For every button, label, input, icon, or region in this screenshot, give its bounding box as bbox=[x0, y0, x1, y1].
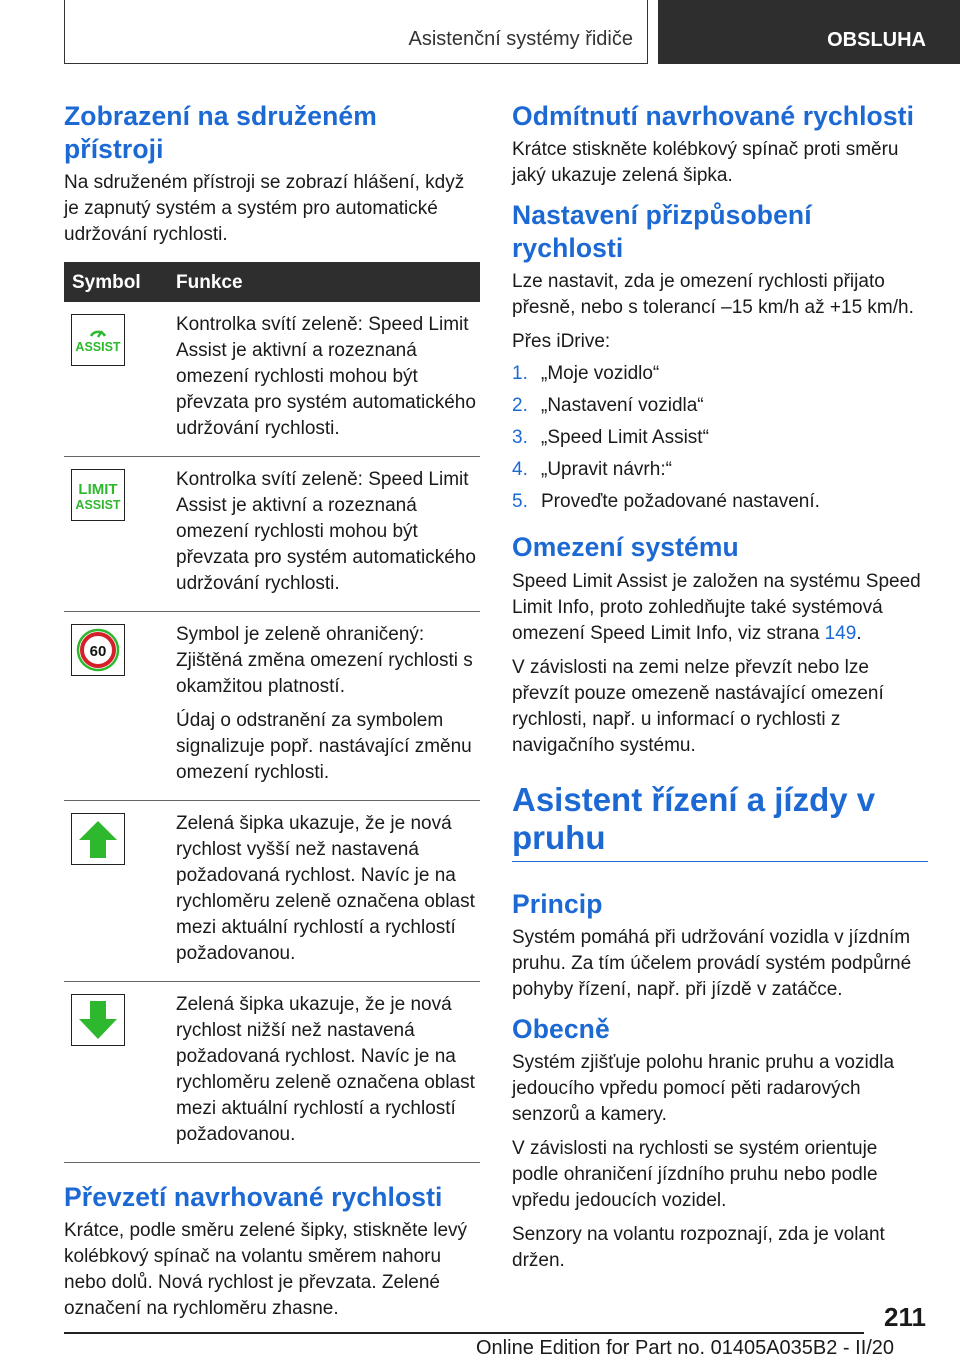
table-row bbox=[64, 801, 480, 982]
table-col-symbol: Symbol bbox=[72, 272, 141, 294]
paragraph-adjust: Lze nastavit, zda je omezení rychlosti přijato přesně, nebo s tolerancí –15 km/h až +15 km/h. bbox=[512, 271, 914, 319]
table-row bbox=[64, 457, 480, 612]
chapter-heading: Asistent řízení a jízdy v pruhu bbox=[512, 781, 928, 862]
paragraph-take-over: Krátce, podle směru zelené šipky, stiskněte levý kolébkový spínač na volantu směrem nahoru nebo dolů. Nová rychlost je převzata. Zelené označení na rychloměru zhasne. bbox=[64, 1220, 468, 1320]
table-row bbox=[64, 982, 480, 1163]
list-item: 2. „Nastavení vozidla“ bbox=[512, 395, 704, 417]
paragraph-limits-2: V závislosti na zemi nelze převzít nebo lze převzít pouze omezeně nastávající omezení rychlosti, např. u informací o rychlosti z navigačního systému. bbox=[512, 656, 884, 756]
paragraph-display: Na sdruženém přístroji se zobrazí hlášení, když je zapnutý systém a systém pro automatické udržování rychlosti. bbox=[64, 172, 465, 246]
footer-edition: Online Edition for Part no. 01405A035B2 - II/20 bbox=[476, 1337, 895, 1359]
page-link[interactable]: 149 bbox=[824, 622, 857, 644]
heading-adjust: Nastavení přizpůsobení rychlosti bbox=[512, 200, 812, 264]
arrow-down-icon bbox=[71, 994, 125, 1046]
right-column bbox=[512, 100, 928, 1274]
section-title: OBSLUHA bbox=[827, 29, 926, 51]
paragraph-idrive: Přes iDrive: bbox=[512, 331, 611, 353]
paragraph-obecne-1: Systém zjišťuje polohu hranic pruhu a vozidla jedoucího vpředu pomocí pěti radarových senzorů a kamery. bbox=[512, 1051, 895, 1125]
chapter-title: Asistenční systémy řidiče bbox=[408, 28, 633, 50]
paragraph-obecne-2: V závislosti na rychlosti se systém orientuje podle ohraničení jízdního pruhu nebo podle vpředu jedoucích vozidel. bbox=[512, 1137, 878, 1211]
svg-text:ASSIST: ASSIST bbox=[75, 340, 121, 355]
svg-text:LIMIT: LIMIT bbox=[78, 481, 118, 499]
paragraph-reject: Krátce stiskněte kolébkový spínač proti směru jaký ukazuje zelená šipka. bbox=[512, 139, 899, 187]
heading-take-over: Převzetí navrhované rychlosti bbox=[64, 1182, 443, 1213]
arrow-up-icon bbox=[71, 813, 125, 865]
speed-sign-value: 60 bbox=[89, 643, 107, 661]
row-text: Údaj o odstranění za symbolem signalizuje popř. nastávající změnu omezení rychlosti. bbox=[176, 710, 472, 784]
heading-limits: Omezení systému bbox=[512, 532, 739, 563]
heading-display: Zobrazení na sdruženém přístroji bbox=[64, 101, 377, 165]
list-item: 4. „Upravit návrh:“ bbox=[512, 459, 672, 481]
assist-gauge-icon bbox=[71, 314, 125, 366]
table-col-funkce: Funkce bbox=[176, 272, 243, 294]
limit-assist-icon bbox=[71, 469, 125, 521]
row-text: Symbol je zeleně ohraničený: Zjištěná změna omezení rychlosti s okamžitou platností. bbox=[176, 624, 473, 698]
list-item: 5. Proveďte požadované nastavení. bbox=[512, 491, 820, 513]
header-chapter-box bbox=[64, 0, 648, 64]
page-number: 211 bbox=[884, 1302, 926, 1332]
heading-obecne: Obecně bbox=[512, 1013, 610, 1044]
svg-text:ASSIST: ASSIST bbox=[75, 498, 121, 513]
left-column bbox=[64, 100, 480, 1322]
idrive-steps bbox=[512, 361, 928, 515]
row-text: Zelená šipka ukazuje, že je nová rychlost nižší než nastavená požadovaná rychlost. Navíc je na rychloměru zeleně označena oblast mezi aktuální rychlostí a rychlostí požadovanou. bbox=[176, 994, 475, 1146]
table-row bbox=[64, 612, 480, 801]
heading-princip: Princip bbox=[512, 888, 603, 919]
list-item: 1. „Moje vozidlo“ bbox=[512, 363, 660, 385]
paragraph-princip: Systém pomáhá při udržování vozidla v jízdním pruhu. Za tím účelem provádí systém podpůrné pohyby řízení, např. při jízdě v zatáčce. bbox=[512, 926, 912, 1000]
table-header bbox=[64, 262, 480, 302]
heading-reject: Odmítnutí navrhované rychlosti bbox=[512, 101, 915, 131]
header-section-box bbox=[658, 0, 960, 64]
row-text: Zelená šipka ukazuje, že je nová rychlost vyšší než nastavená požadovaná rychlost. Navíc je na rychloměru zeleně označena oblast mezi aktuální rychlostí a rychlostí požadovanou. bbox=[176, 813, 475, 965]
row-text: Kontrolka svítí zeleně: Speed Limit Assist je aktivní a rozeznaná omezení rychlosti mohou být převzata pro systém automatického udržování rychlosti. bbox=[176, 314, 476, 440]
table-row bbox=[64, 302, 480, 457]
row-text: Kontrolka svítí zeleně: Speed Limit Assist je aktivní a rozeznaná omezení rychlosti mohou být převzata pro systém automatického udržování rychlosti. bbox=[176, 469, 476, 595]
footer-divider bbox=[64, 1332, 864, 1334]
speed-sign-60-icon bbox=[71, 624, 125, 676]
paragraph-limits: Speed Limit Assist je založen na systému Speed Limit Info, proto zohledňujte také systémová omezení Speed Limit Info, viz strana 149. bbox=[512, 570, 921, 644]
list-item: 3. „Speed Limit Assist“ bbox=[512, 427, 709, 449]
paragraph-obecne-3: Senzory na volantu rozpoznají, zda je volant držen. bbox=[512, 1223, 885, 1271]
